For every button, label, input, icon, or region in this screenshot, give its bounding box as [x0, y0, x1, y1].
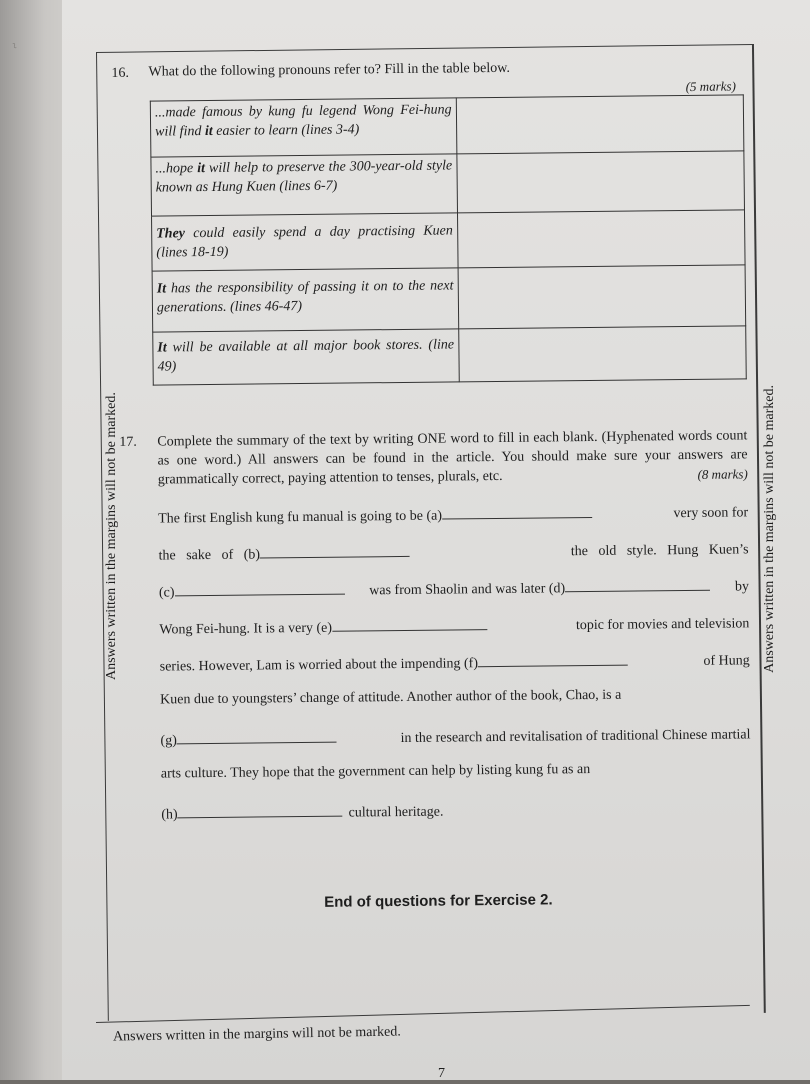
- margin-note-right: Answers written in the margins will not be marked.: [762, 385, 777, 673]
- q16-prompt: What do the following pronouns refer to? Fill in the table below.: [148, 60, 511, 80]
- blank-e[interactable]: [332, 615, 487, 632]
- summary-line: The first English kung fu manual is going to be (a) very soon for: [158, 501, 748, 527]
- summary-line: Kuen due to youngsters’ change of attitude. Another author of the book, Chao, is a: [160, 687, 622, 708]
- table-row: [151, 151, 745, 216]
- pronoun-table: [150, 94, 747, 385]
- answer-cell[interactable]: [457, 151, 745, 213]
- summary-line: series. However, Lam is worried about the impending (f) of Hung: [160, 649, 750, 675]
- pronoun-context: ...hope it will help to preserve the 300-year-old style known as Hung Kuen (lines 6-7): [151, 154, 457, 216]
- q17-instruction: Complete the summary of the text by writing ONE word to fill in each blank. (Hyphenated words count as one word.) All answers can be found in the article. You should make sure your answers are grammatically correct, paying attention to tenses, plurals, etc. (8 marks): [157, 428, 748, 488]
- margin-note-left: Answers written in the margins will not be marked.: [104, 392, 119, 680]
- summary-line: the sake of (b) the old style. Hung Kuen’s: [158, 542, 749, 564]
- pronoun-context: They could easily spend a day practising Kuen (lines 18-19): [152, 213, 458, 271]
- blank-c[interactable]: [174, 580, 344, 597]
- q16-number: 16.: [111, 65, 130, 81]
- end-of-questions: End of questions for Exercise 2.: [324, 891, 553, 911]
- summary-line: (g) in the research and revitalisation of traditional Chinese martial: [160, 727, 751, 749]
- blank-d[interactable]: [565, 576, 710, 593]
- page-number: 7: [438, 1066, 445, 1081]
- q17-number: 17.: [119, 434, 137, 450]
- answer-cell[interactable]: [457, 210, 745, 268]
- blank-h[interactable]: [177, 802, 342, 819]
- q16-marks: (5 marks): [685, 78, 736, 94]
- pronoun-context: It will be available at all major book stores. (line 49): [153, 329, 459, 385]
- table-row: [153, 326, 747, 385]
- table-row: [152, 210, 746, 271]
- answer-cell[interactable]: [458, 326, 746, 382]
- show-through-text: ~: [6, 40, 23, 51]
- blank-g[interactable]: [177, 728, 337, 745]
- summary-line: (c) was from Shaolin and was later (d) by: [159, 575, 749, 601]
- answer-cell[interactable]: [456, 95, 744, 154]
- summary-line: (h) cultural heritage.: [161, 797, 751, 823]
- table-row: [150, 95, 744, 157]
- table-row: [152, 265, 746, 332]
- pronoun-context: ...made famous by kung fu legend Wong Fei-hung will find it easier to learn (lines 3-4): [150, 98, 456, 157]
- summary-line: Wong Fei-hung. It is a very (e) topic for movies and television: [159, 616, 750, 638]
- footer-margin-note: Answers written in the margins will not be marked.: [112, 1024, 401, 1045]
- blank-a[interactable]: [442, 503, 592, 520]
- answer-cell[interactable]: [458, 265, 746, 329]
- q17-marks: (8 marks): [697, 466, 748, 482]
- pronoun-context: It has the responsibility of passing it on to the next generations. (lines 46-47): [152, 268, 458, 332]
- blank-b[interactable]: [260, 542, 410, 559]
- summary-line: arts culture. They hope that the government can help by listing kung fu as an: [160, 762, 591, 782]
- blank-f[interactable]: [478, 651, 628, 668]
